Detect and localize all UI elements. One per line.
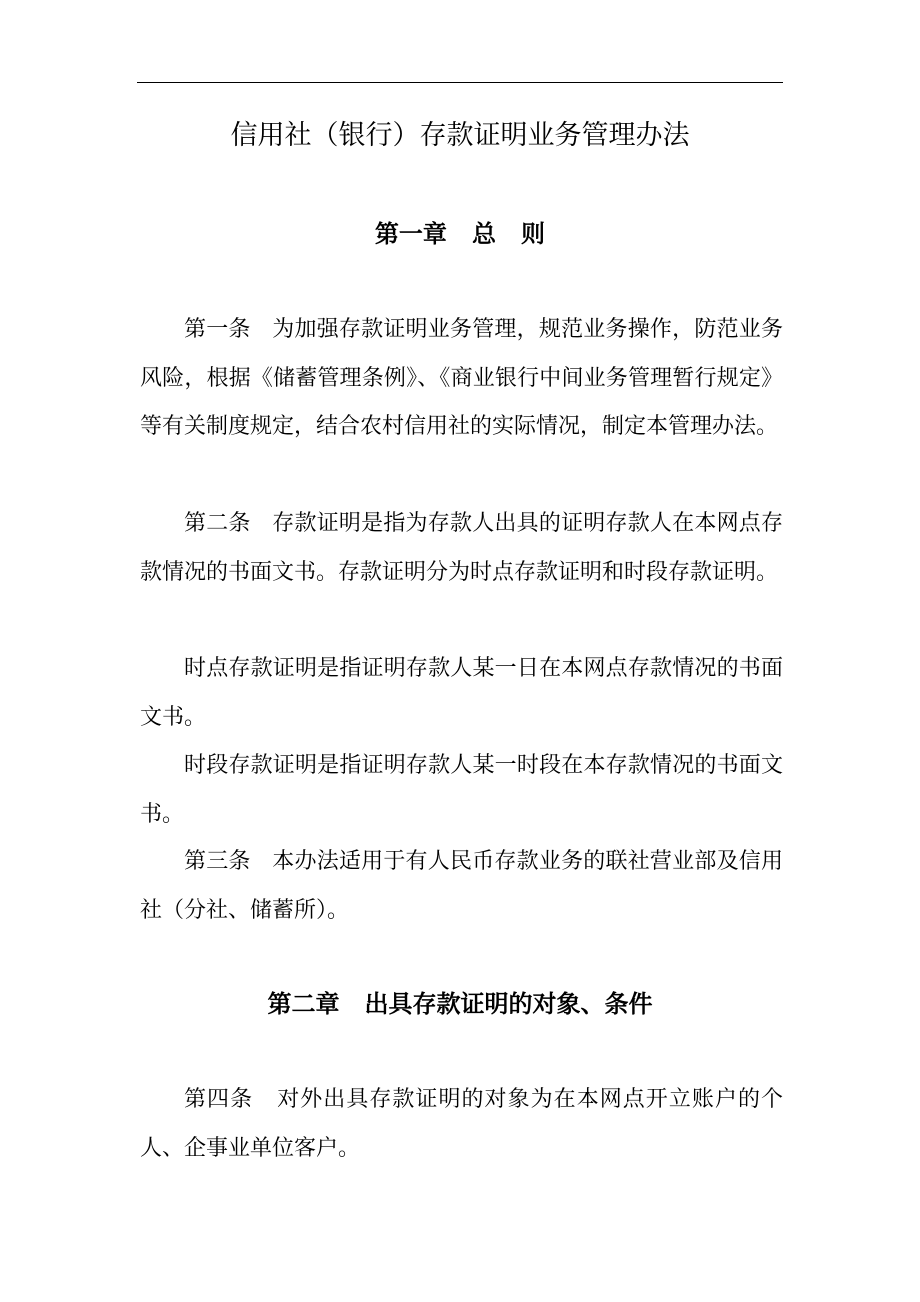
chapter-1-heading: 第一章 总 则: [374, 219, 546, 248]
point-in-time-definition-paragraph: 时点存款证明是指证明存款人某一日在本网点存款情况的书面文书。: [140, 656, 783, 730]
chapter-2-heading: 第二章 出具存款证明的对象、条件: [267, 989, 653, 1018]
article-1-paragraph: 第一条 为加强存款证明业务管理，规范业务操作，防范业务风险，根据《储蓄管理条例》、《商业银行中间业务管理暂行规定》等有关制度规定，结合农村信用社的实际情况，制定本管理办法。: [140, 317, 783, 439]
article-4-paragraph: 第四条 对外出具存款证明的对象为在本网点开立账户的个人、企事业单位客户。: [140, 1087, 783, 1161]
article-3-paragraph: 第三条 本办法适用于有人民币存款业务的联社营业部及信用社（分社、储蓄所）。: [140, 849, 783, 923]
period-definition-paragraph: 时段存款证明是指证明存款人某一时段在本存款情况的书面文书。: [140, 753, 783, 827]
document-title: 信用社（银行）存款证明业务管理办法: [230, 120, 690, 151]
article-2-paragraph: 第二条 存款证明是指为存款人出具的证明存款人在本网点存款情况的书面文书。存款证明分为时点存款证明和时段存款证明。: [140, 511, 783, 585]
header-rule: [137, 82, 783, 83]
